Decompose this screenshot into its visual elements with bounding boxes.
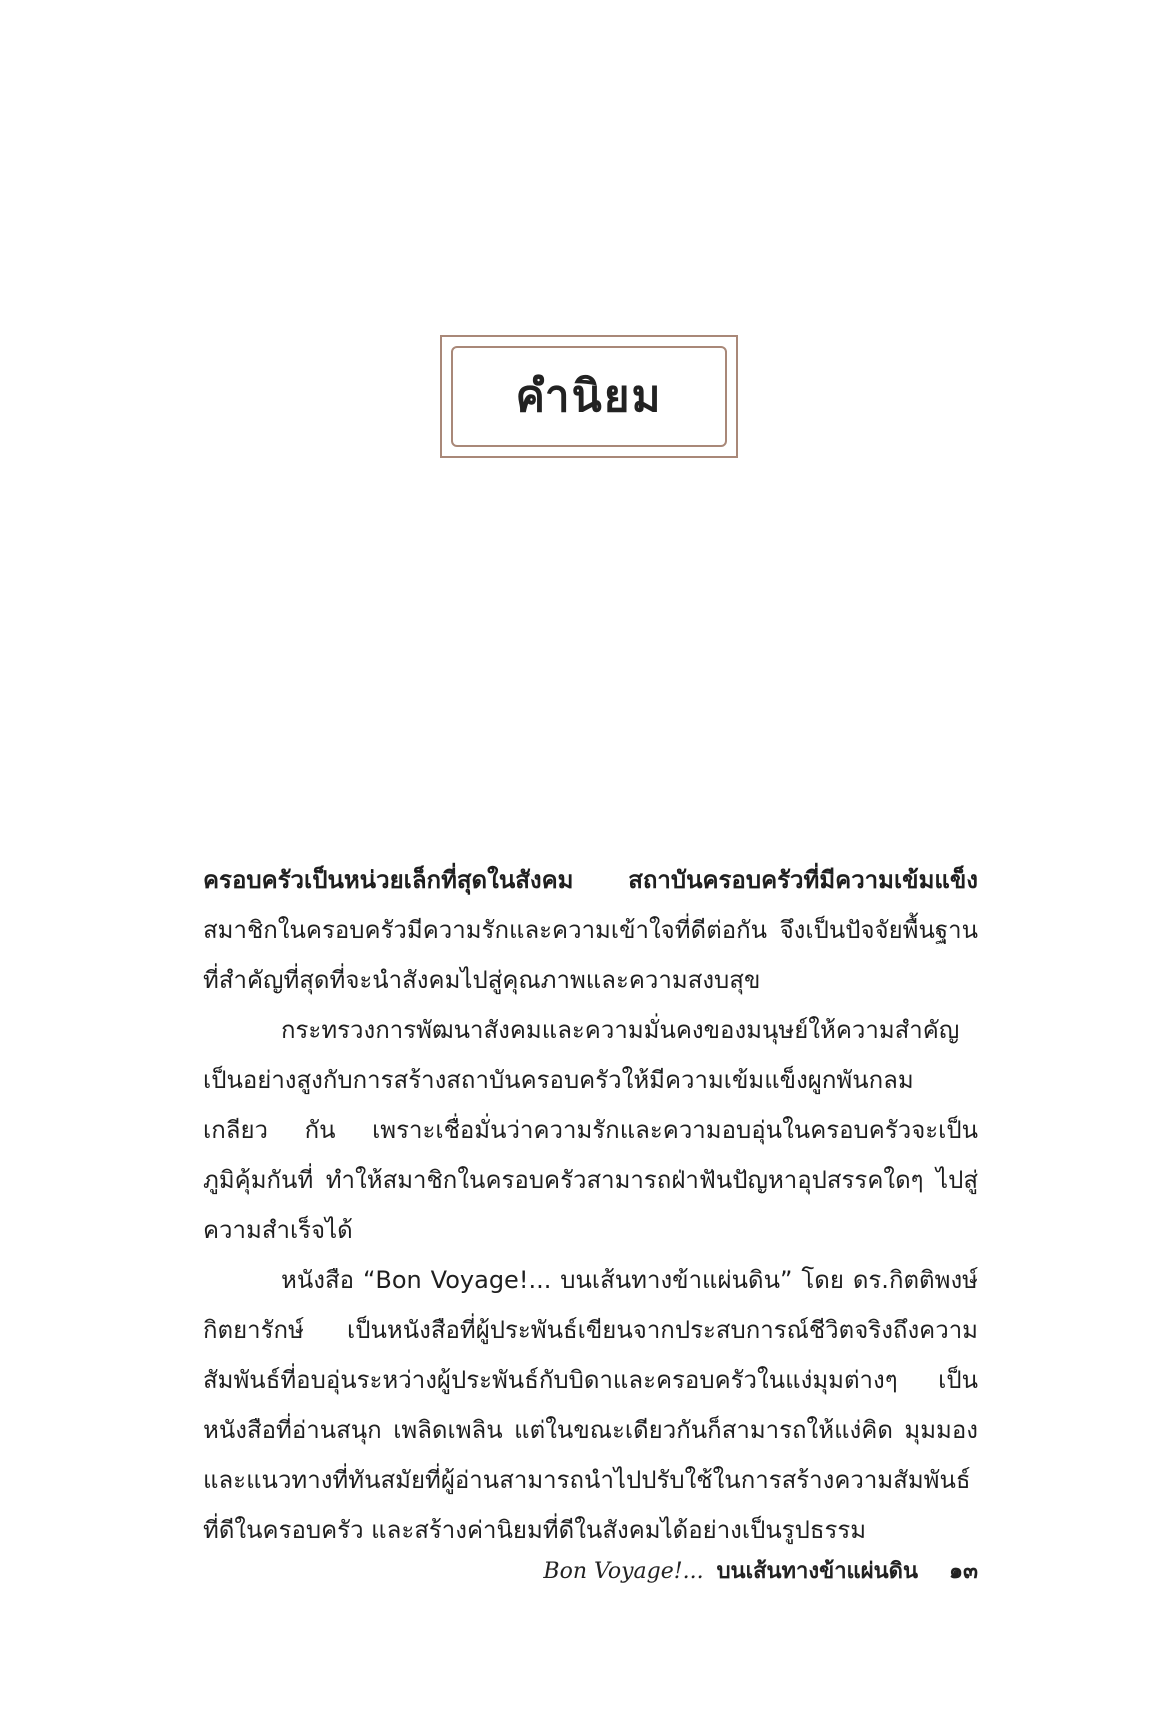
footer-title-italic: Bon Voyage!... [543,1559,704,1584]
page-number: ๑๓ [948,1559,978,1584]
paragraph-1 [203,855,978,1005]
paragraph-3: หนังสือ “Bon Voyage!... บนเส้นทางข้าแผ่นดิน” โดย ดร.กิตติพงษ์ กิตยารักษ์ เป็นหนังสือที่ผู้ประพันธ์เขียนจากประสบการณ์ชีวิตจริงถึงความ สัมพันธ์ที่อบอุ่นระหว่างผู้ประพันธ์กับบิดาและครอบครัวในแง่มุมต่างๆ เป็น หนังสือที่อ่านสนุก เพลิดเพลิน แต่ในขณะเดียวกันก็สามารถให้แง่คิด มุมมอง และแนวทางที่ทันสมัยที่ผู้อ่านสามารถนำไปปรับใช้ในการสร้างความสัมพันธ์ ที่ดีในครอบครัว และสร้างค่านิยมที่ดีในสังคมได้อย่างเป็นรูปธรรม [203,1266,978,1544]
page-title: คำนิยม [515,370,663,422]
title-frame-inner [451,346,727,447]
body-text [203,855,978,1555]
running-footer [543,1553,978,1588]
paragraph-1-lead: ครอบครัวเป็นหน่วยเล็กที่สุดในสังคม สถาบันครอบครัวที่มีความเข้มแข็ง [203,866,978,894]
footer-title-thai: บนเส้นทางข้าแผ่นดิน [716,1559,918,1584]
paragraph-2: กระทรวงการพัฒนาสังคมและความมั่นคงของมนุษย์ให้ความสำคัญ เป็นอย่างสูงกับการสร้างสถาบันครอบครัวให้มีความเข้มแข็งผูกพันกลมเกลียว กัน เพราะเชื่อมั่นว่าความรักและความอบอุ่นในครอบครัวจะเป็นภูมิคุ้มกันที่ ทำให้สมาชิกในครอบครัวสามารถฝ่าฟันปัญหาอุปสรรคใดๆ ไปสู่ความสำเร็จได้ [203,1016,978,1244]
paragraph-1-rest: สมาชิกในครอบครัวมีความรักและความเข้าใจที่ดีต่อกัน จึงเป็นปัจจัยพื้นฐาน ที่สำคัญที่สุดที่จะนำสังคมไปสู่คุณภาพและความสงบสุข [203,916,978,994]
title-frame [440,335,738,458]
